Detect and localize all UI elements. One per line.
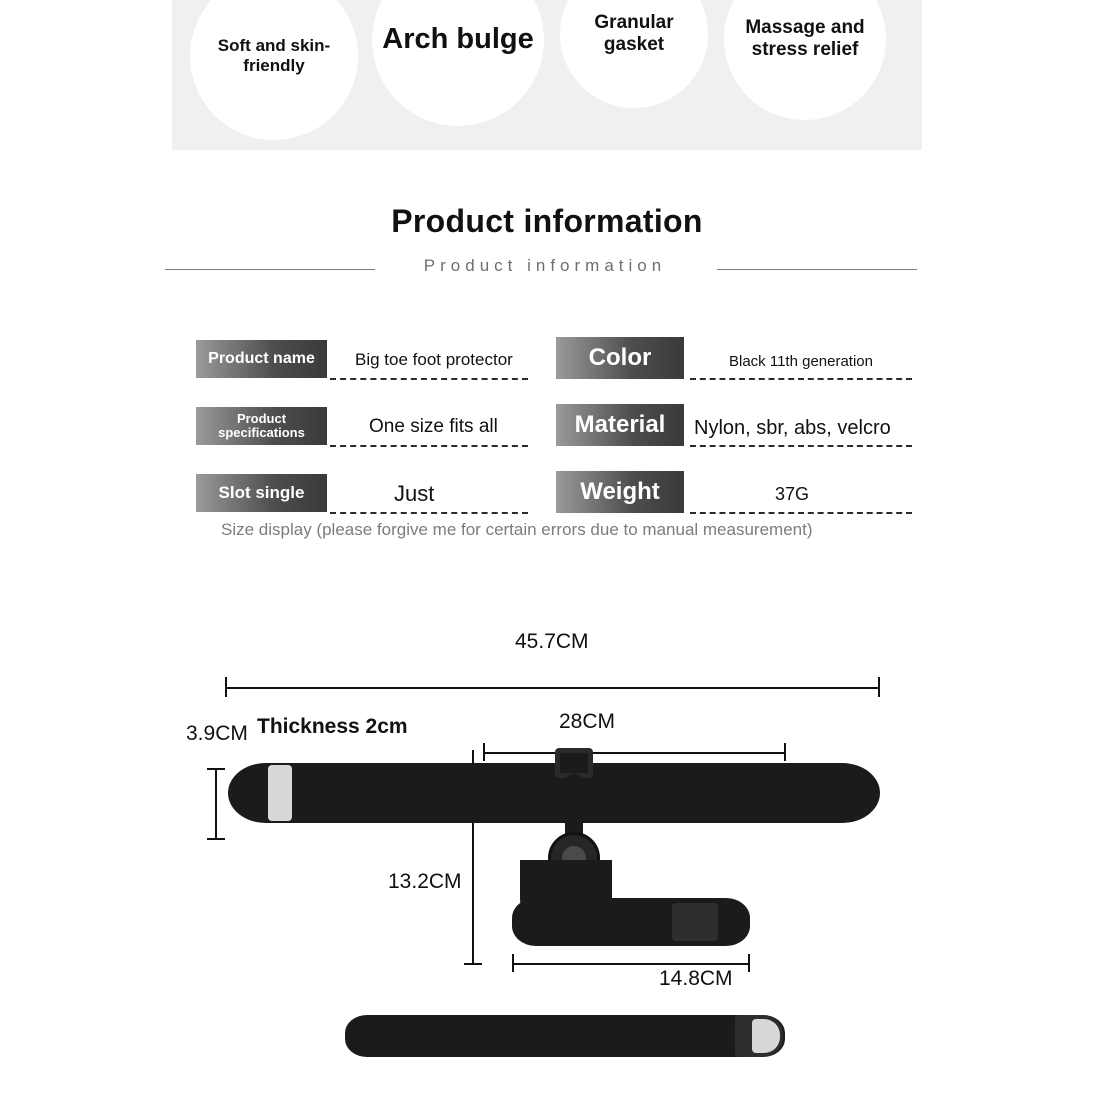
dimension-tick [784, 743, 786, 761]
dimension-line-total [225, 687, 880, 689]
feature-bubble-arch-bulge [372, 0, 544, 126]
feature-bubble-label: Soft and skin-friendly [217, 36, 331, 75]
dimension-total-length: 45.7CM [515, 630, 589, 653]
spec-value-color: Black 11th generation [729, 353, 873, 370]
spec-underline [330, 378, 528, 380]
dimension-tick [207, 838, 225, 840]
dimension-tick [207, 768, 225, 770]
divider-right [717, 269, 917, 270]
spec-underline [330, 445, 528, 447]
dimension-tick [483, 743, 485, 761]
spec-table [0, 330, 1094, 520]
spec-value-product-name: Big toe foot protector [355, 350, 513, 369]
spec-value-slot-single: Just [394, 481, 435, 506]
dimension-line-height [215, 768, 217, 840]
dimension-tick [878, 677, 880, 697]
spec-underline [690, 445, 912, 447]
feature-bubble-granular-gasket [560, 0, 708, 108]
spec-label-product-specifications: Product specifications [196, 407, 327, 445]
velcro-end [268, 765, 292, 821]
dimension-tick [512, 954, 514, 972]
spec-label-color: Color [556, 337, 684, 379]
spec-value-material: Nylon, sbr, abs, velcro [694, 417, 891, 439]
spec-label-product-name: Product name [196, 340, 327, 378]
dimension-thickness: Thickness 2cm [257, 715, 408, 738]
feature-banner [172, 0, 922, 150]
section-subtitle: Product information [375, 256, 715, 276]
spec-value-weight: 37G [775, 484, 810, 504]
section-subtitle-wrap [165, 256, 917, 284]
dimension-tick [225, 677, 227, 697]
dimension-bottom-strap: 14.8CM [659, 967, 733, 990]
feature-bubble-massage-and-stress-relief [724, 0, 886, 120]
page-title: Product information [391, 203, 703, 239]
dimension-mid-length: 28CM [559, 710, 616, 733]
dimension-tick [748, 954, 750, 972]
dimension-height: 3.9CM [186, 722, 248, 745]
dimension-line-mid [483, 752, 786, 754]
spec-label-weight: Weight [556, 471, 684, 513]
spec-label-material: Material [556, 404, 684, 446]
divider-left [165, 269, 380, 270]
spec-underline [690, 512, 912, 514]
spec-value-product-specifications: One size fits all [369, 416, 498, 437]
spec-underline [330, 512, 528, 514]
dimension-line-bottom [512, 963, 750, 965]
feature-bubble-label: Arch bulge [382, 23, 534, 56]
feature-bubble-label: Granular gasket [594, 12, 674, 55]
dimension-tick [464, 963, 482, 965]
spec-underline [690, 378, 912, 380]
lower-band-velcro [672, 903, 718, 941]
size-diagram [0, 560, 1094, 1094]
feature-bubble-label: Massage and stress relief [745, 17, 865, 60]
feature-bubble-soft-and-skin-friendly [190, 0, 358, 140]
dimension-vertical-drop: 13.2CM [388, 870, 462, 893]
spec-label-slot-single: Slot single [196, 474, 327, 512]
measurement-note: Size display (please forgive me for certain errors due to manual measurement) [221, 520, 813, 539]
